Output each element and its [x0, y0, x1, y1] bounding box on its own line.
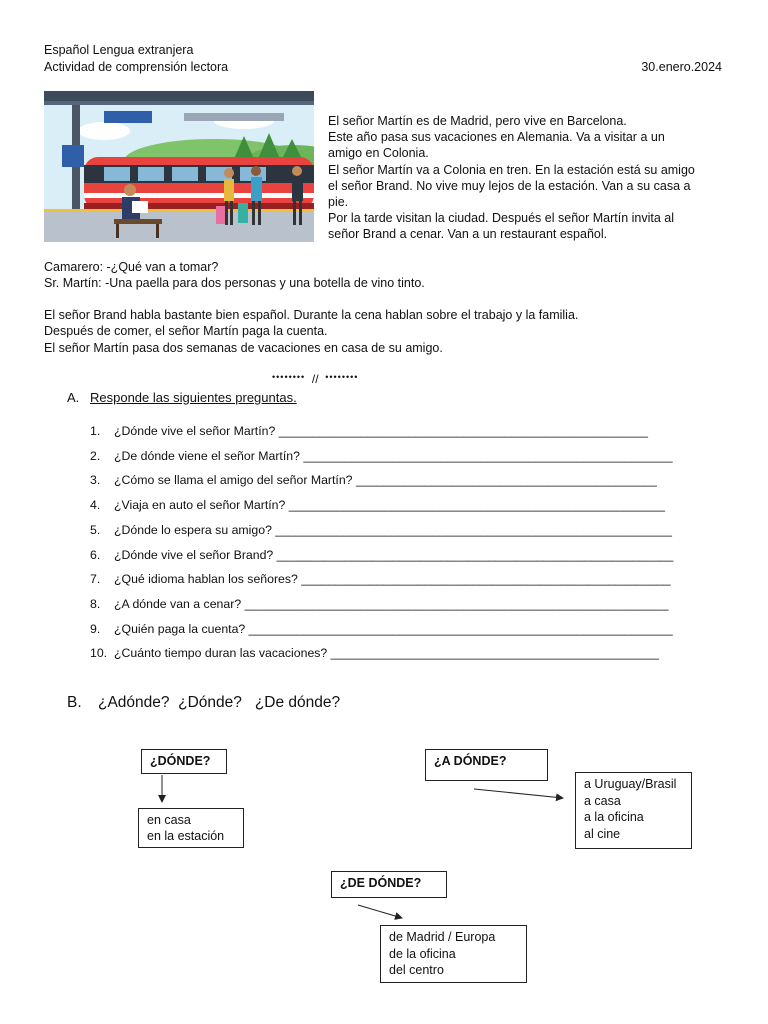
paragraph-line: El señor Brand habla bastante bien español. Durante la cena hablan sobre el trabajo y la familia.: [44, 308, 579, 322]
paragraph-line: El señor Martín pasa dos semanas de vacaciones en casa de su amigo.: [44, 340, 443, 355]
dedonde-item: de la oficina: [389, 946, 456, 961]
question-text[interactable]: ¿A dónde van a cenar? ______________________________________________________________: [114, 596, 669, 611]
question-number: 6.: [90, 547, 101, 562]
divider-text: //: [305, 372, 326, 386]
question-number: 5.: [90, 522, 101, 537]
story-line: El señor Martín es de Madrid, pero vive en Barcelona.: [328, 114, 627, 128]
dialogue-line: Sr. Martín: -Una paella para dos personas y una botella de vino tinto.: [44, 276, 425, 291]
section-b-title: ¿Adónde? ¿Dónde? ¿De dónde?: [98, 694, 341, 711]
adonde-item: al cine: [584, 826, 621, 841]
question-text[interactable]: ¿Dónde vive el señor Brand? __________________________________________________________: [114, 547, 674, 562]
question-number: 10.: [90, 646, 108, 661]
adonde-label: ¿A DÓNDE?: [434, 754, 507, 768]
adonde-arrow-icon: [474, 789, 563, 798]
train-station-illustration: [44, 91, 314, 242]
dedonde-item: del centro: [389, 963, 444, 977]
donde-label: ¿DÓNDE?: [150, 754, 211, 768]
question-text[interactable]: ¿Qué idioma hablan los señores? ______________________________________________________: [114, 572, 671, 587]
dedonde-label-box: [331, 871, 447, 898]
story-line: pie.: [328, 195, 349, 210]
question-text[interactable]: ¿Dónde lo espera su amigo? __________________________________________________________: [114, 522, 672, 537]
dedonde-arrow-icon: [358, 905, 402, 918]
adonde-item: a casa: [584, 793, 621, 808]
closing-paragraph: [44, 307, 578, 356]
donde-items-box: [138, 808, 244, 848]
adonde-item: a la oficina: [584, 810, 644, 824]
question-number: 7.: [90, 572, 101, 587]
course-title: Español Lengua extranjera: [44, 43, 194, 57]
question-text[interactable]: ¿Dónde vive el señor Martín? ______________________________________________________: [114, 424, 649, 438]
question-text[interactable]: ¿Quién paga la cuenta? ______________________________________________________________: [114, 621, 673, 636]
question-text[interactable]: ¿De dónde viene el señor Martín? ______________________________________________________: [114, 448, 673, 463]
question-list: [90, 424, 690, 664]
question-text[interactable]: ¿Cómo se llama el amigo del señor Martín? ____________________________________________: [114, 473, 657, 488]
question-number: 8.: [90, 596, 101, 611]
question-text[interactable]: ¿Cuánto tiempo duran las vacaciones? ________________________________________________: [114, 646, 659, 661]
question-number: 2.: [90, 448, 101, 463]
dedonde-items-box: [380, 925, 527, 983]
date: 30.enero.2024: [641, 60, 722, 74]
question-number: 4.: [90, 498, 101, 513]
donde-label-box: [141, 749, 227, 774]
dialogue: [44, 259, 425, 292]
activity-title: Actividad de comprensión lectora: [44, 60, 229, 74]
story-text: [328, 113, 695, 243]
donde-item: en casa: [147, 813, 191, 827]
story-line: el señor Brand. No vive muy lejos de la estación. Van a su casa a: [328, 178, 691, 193]
section-divider: •••••••• // ••••••••: [272, 372, 359, 386]
story-line: amigo en Colonia.: [328, 146, 429, 161]
story-line: señor Brand a cenar. Van a un restaurant español.: [328, 227, 608, 242]
section-a-title: Responde las siguientes preguntas.: [90, 390, 297, 405]
section-b-letter: B.: [67, 694, 82, 711]
story-line: Este año pasa sus vacaciones en Alemania. Va a visitar a un: [328, 130, 665, 145]
section-a-letter: A.: [67, 390, 80, 405]
question-number: 3.: [90, 473, 101, 488]
dedonde-item: de Madrid / Europa: [389, 930, 496, 944]
story-line: El señor Martín va a Colonia en tren. En la estación está su amigo: [328, 162, 695, 177]
dedonde-label: ¿DE DÓNDE?: [340, 876, 422, 890]
question-number: 9.: [90, 621, 101, 636]
adonde-item: a Uruguay/Brasil: [584, 777, 677, 791]
story-line: Por la tarde visitan la ciudad. Después el señor Martín invita al: [328, 211, 675, 226]
adonde-items-box: [575, 772, 692, 849]
adonde-label-box: [425, 749, 548, 781]
paragraph-line: Después de comer, el señor Martín paga la cuenta.: [44, 324, 328, 339]
question-text[interactable]: ¿Viaja en auto el señor Martín? _______________________________________________________: [114, 498, 665, 513]
question-number: 1.: [90, 424, 101, 438]
donde-item: en la estación: [147, 829, 225, 843]
dialogue-line: Camarero: -¿Qué van a tomar?: [44, 260, 219, 274]
